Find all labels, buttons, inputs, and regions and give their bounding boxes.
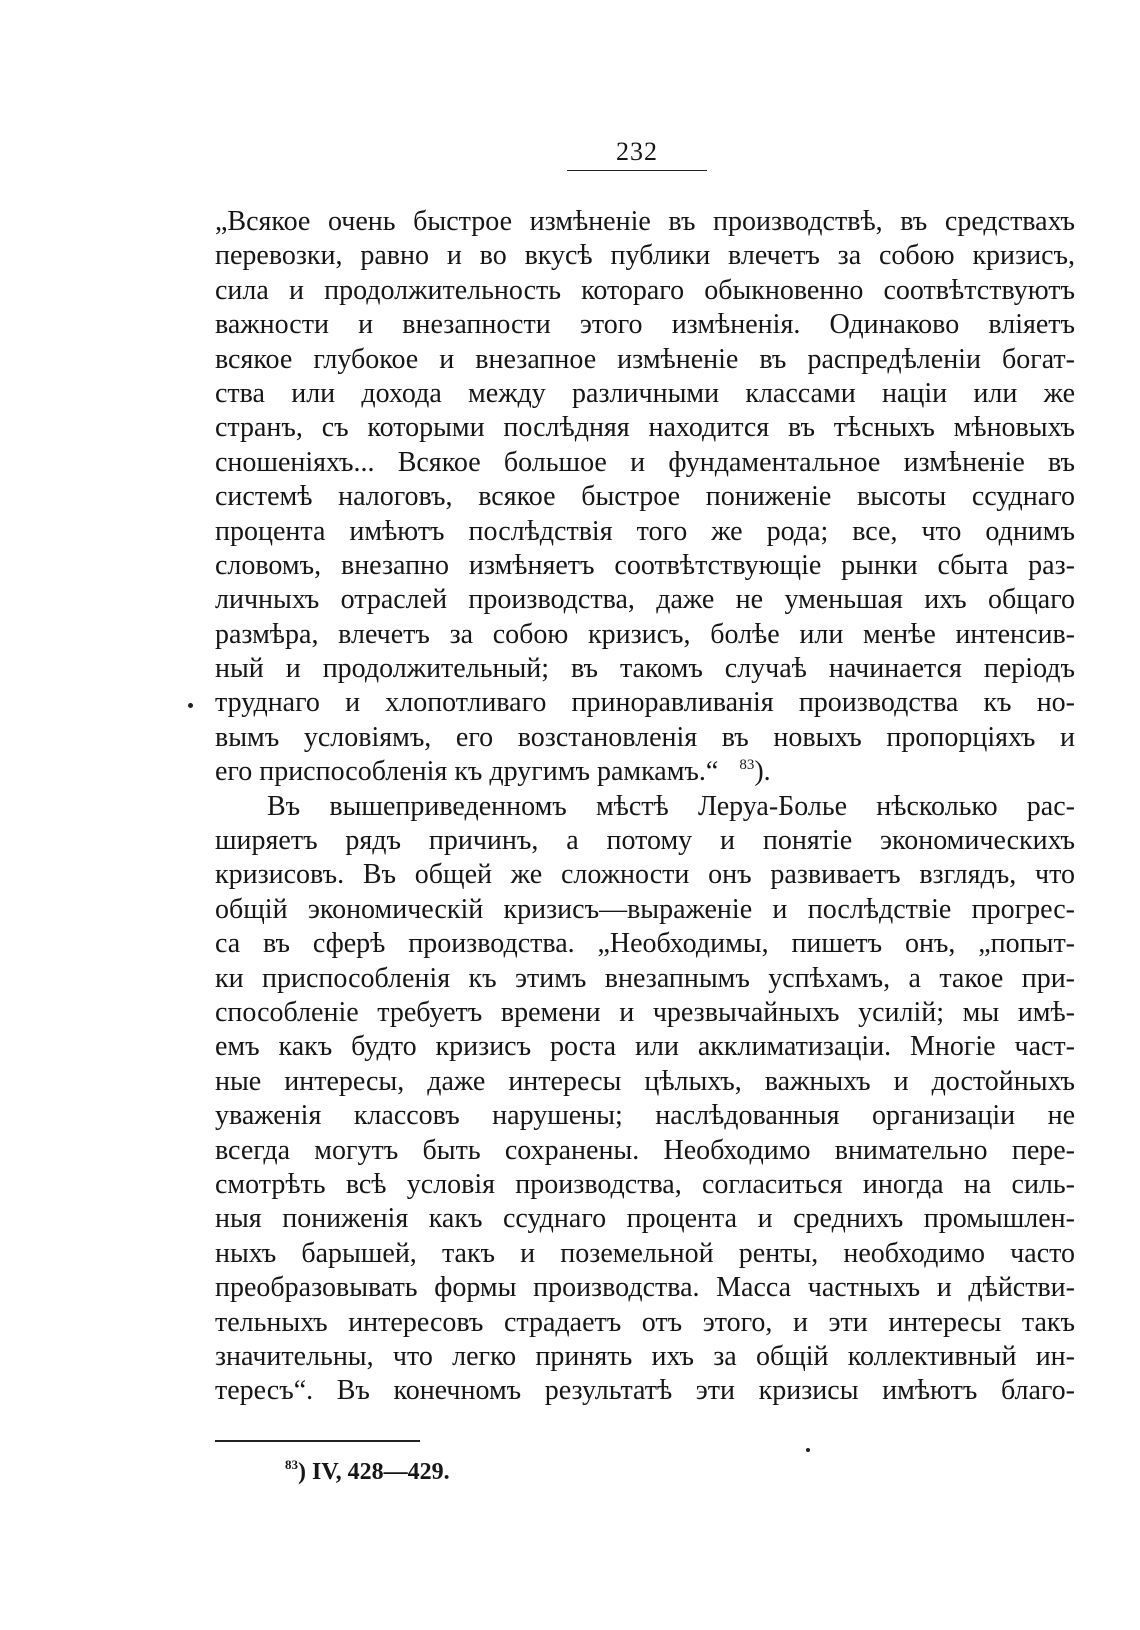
text-line: ный и продолжительный; въ такомъ случаѣ начинается періодъ (215, 653, 1075, 685)
text-line: размѣра, влечетъ за собою кризисъ, болѣе или менѣе интенсив- (215, 618, 1075, 650)
footnote (285, 1457, 450, 1487)
text-line: тересъ“. Въ конечномъ результатѣ эти кризисы имѣютъ благо- (215, 1375, 1075, 1407)
text-line: значительны, что легко принять ихъ за общій коллективный ин- (215, 1340, 1075, 1372)
page-number: 232 (616, 137, 658, 166)
footnote-rule (215, 1440, 420, 1442)
text-line-with-footnote-ref (215, 755, 1075, 789)
footnote-reference-close: ). (754, 756, 771, 788)
text-line: труднаго и хлопотливаго приноравливанія производства къ но- (215, 687, 1075, 719)
text-line: кризисовъ. Въ общей же сложности онъ развиваетъ взглядъ, что (215, 859, 1075, 891)
text-line: преобразовывать формы производства. Масса частныхъ и дѣйстви- (215, 1272, 1075, 1304)
text-line: ки приспособленія къ этимъ внезапнымъ успѣхамъ, а такое при- (215, 962, 1075, 994)
text-line: всегда могутъ быть сохранены. Необходимо внимательно пере- (215, 1134, 1075, 1166)
body-text (215, 205, 1075, 1409)
text-line: са въ сферѣ производства. „Необходимы, пишетъ онъ, „попыт- (215, 928, 1075, 960)
text-line: ства или дохода между различными классами націи или же (215, 377, 1075, 409)
text-line: ные интересы, даже интересы цѣлыхъ, важныхъ и достойныхъ (215, 1065, 1075, 1097)
text-line: процента имѣютъ послѣдствія того же рода; все, что однимъ (215, 515, 1075, 547)
text-line: перевозки, равно и во вкусѣ публики влечетъ за собою кризисъ, (215, 240, 1075, 272)
text-line: системѣ налоговъ, всякое быстрое пониженіе высоты ссуднаго (215, 481, 1075, 513)
text-line: „Всякое очень быстрое измѣненіе въ производствѣ, въ средствахъ (215, 206, 1075, 237)
text-line: странъ, съ которыми послѣдняя находится въ тѣсныхъ мѣновыхъ (215, 412, 1075, 444)
margin-speck (188, 703, 193, 708)
text-line: его приспособленія къ другимъ рамкамъ.“ (215, 756, 719, 788)
text-line: вымъ условіямъ, его возстановленія въ новыхъ пропорціяхъ и (215, 721, 1075, 753)
text-line: смотрѣть всѣ условія производства, согласиться иногда на силь- (215, 1168, 1075, 1200)
text-line: личныхъ отраслей производства, даже не уменьшая ихъ общаго (215, 584, 1075, 616)
margin-speck (806, 1448, 810, 1452)
paragraph-start-line: Въ вышеприведенномъ мѣстѣ Леруа-Болье нѣсколько рас- (267, 790, 1075, 822)
text-line: емъ какъ будто кризисъ роста или акклиматизаціи. Многіе част- (215, 1031, 1075, 1063)
text-line: всякое глубокое и внезапное измѣненіе въ распредѣленіи богат- (215, 343, 1075, 375)
text-line: ширяетъ рядъ причинъ, а потому и понятіе экономическихъ (215, 825, 1075, 857)
text-line: важности и внезапности этого измѣненія. Одинаково вліяетъ (215, 309, 1075, 341)
text-line: словомъ, внезапно измѣняетъ соотвѣтствующіе рынки сбыта раз- (215, 549, 1075, 581)
footnote-text: ) IV, 428—429. (298, 1459, 450, 1485)
text-line: ныя пониженія какъ ссуднаго процента и среднихъ промышлен- (215, 1203, 1075, 1235)
text-line: общій экономическій кризисъ—выраженіе и послѣдствіе прогрес- (215, 893, 1075, 925)
text-line: сила и продолжительность котораго обыкновенно соотвѣтствуютъ (215, 274, 1075, 306)
text-line: сношеніяхъ... Всякое большое и фундаментальное измѣненіе въ (215, 446, 1075, 478)
text-line: способленіе требуетъ времени и чрезвычайныхъ усилій; мы имѣ- (215, 996, 1075, 1028)
footnote-marker: 83 (285, 1457, 298, 1472)
text-line: ныхъ барышей, такъ и поземельной ренты, необходимо часто (215, 1237, 1075, 1269)
header-rule (567, 170, 707, 171)
text-line: тельныхъ интересовъ страдаетъ отъ этого, и эти интересы такъ (215, 1306, 1075, 1338)
footnote-reference[interactable]: 83 (739, 757, 755, 774)
text-line: уваженія классовъ нарушены; наслѣдованныя организаціи не (215, 1100, 1075, 1132)
